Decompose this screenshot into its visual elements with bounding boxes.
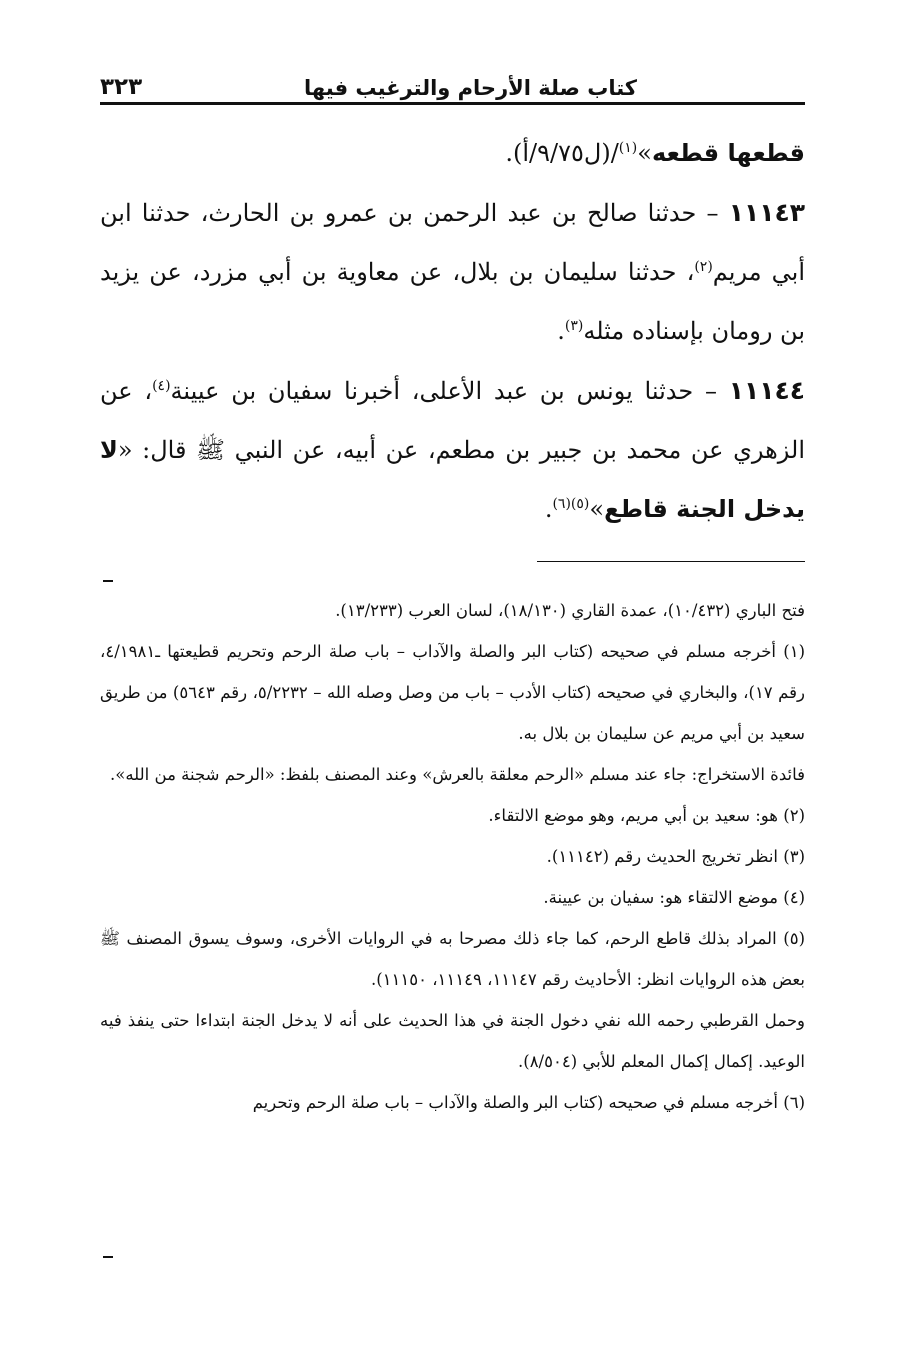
hadith-11143 <box>100 183 805 361</box>
continuation-mark <box>103 1256 113 1258</box>
footnote-continuation: فتح الباري (١٠/٤٣٢)، عمدة القاري (١٨/١٣٠)، لسان العرب (١٣/٢٣٣). <box>335 601 805 620</box>
footnote-2: (٢) هو: سعيد بن أبي مريم، وهو موضع الالتقاء. <box>488 806 805 825</box>
footnote-3: (٣) انظر تخريج الحديث رقم (١١١٤٢). <box>546 847 805 866</box>
main-text <box>100 124 805 539</box>
page-header <box>100 62 805 105</box>
page-number: ٣٢٣ <box>100 74 143 100</box>
footnote-5: (٥) المراد بذلك قاطع الرحم، كما جاء ذلك مصرحا به في الروايات الأخرى، وسوف يسوق المصنف ﷺ بعض هذه الروايات انظر: الأحاديث رقم ١١١٤٧، ١١١٤٩، ١١١٥٠). <box>100 929 805 989</box>
footnote-ref-3: (٣) <box>564 318 584 334</box>
footnote-1-benefit: فائدة الاستخراج: جاء عند مسلم «الرحم معلقة بالعرش» وعند المصنف بلفظ: «الرحم شجنة من الله». <box>110 765 805 784</box>
hadith-number: ١١١٤٣ <box>728 198 805 227</box>
footnote-separator <box>537 561 805 562</box>
footnote-ref-5-6: (٥)(٦) <box>552 496 590 512</box>
footnote-ref-2: (٢) <box>694 259 713 275</box>
hadith-text: – حدثنا صالح بن عبد الرحمن بن عمرو بن الحارث، حدثنا ابن أبي مريم <box>100 199 805 286</box>
hadith-text: . <box>557 317 565 345</box>
footnote-5-note: وحمل القرطبي رحمه الله نفي دخول الجنة في هذا الحديث على أنه لا يدخل الجنة ابتداءا حتى ينفذ فيه الوعيد. إكمال إكمال المعلم للأبي (٨/٥٠٤). <box>100 1011 805 1071</box>
hadith-text: ، حدثنا سليمان بن بلال، عن معاوية بن أبي مزرد، عن يزيد بن رومان بإسناده مثله <box>100 258 805 345</box>
hadith-11144 <box>100 361 805 539</box>
hadith-text: ، عن الزهري عن محمد بن جبير بن مطعم، عن أبيه، عن النبي ﷺ قال: « <box>100 377 805 464</box>
footnotes <box>100 590 805 1123</box>
hadith-matn: لا يدخل الجنة قاطع <box>100 436 805 523</box>
running-title: كتاب صلة الأرحام والترغيب فيها <box>304 76 637 100</box>
footnote-4: (٤) موضع الالتقاء هو: سفيان بن عيينة. <box>543 888 805 907</box>
continuation-mark <box>103 580 113 582</box>
manuscript-ref: /(ل٩/٧٥/أ). <box>505 139 619 167</box>
hadith-number: ١١١٤٤ <box>728 376 805 405</box>
footnote-6: (٦) أخرجه مسلم في صحيحه (كتاب البر والصلة والآداب – باب صلة الرحم وتحريم <box>252 1093 805 1112</box>
continuation-line <box>100 124 805 183</box>
continuation-close-quote: » <box>637 139 652 167</box>
hadith-close-quote: » <box>589 495 605 523</box>
footnote-ref-4: (٤) <box>152 378 171 394</box>
hadith-text: . <box>544 495 553 523</box>
continuation-bold: قطعها قطعه <box>651 139 805 167</box>
footnote-ref-1: (١) <box>618 140 638 156</box>
hadith-text: – حدثنا يونس بن عبد الأعلى، أخبرنا سفيان بن عيينة <box>170 377 729 405</box>
footnote-1: (١) أخرجه مسلم في صحيحه (كتاب البر والصلة والآداب – باب صلة الرحم وتحريم قطيعتها ـ٤/١٩٨١، رقم ١٧)، والبخاري في صحيحه (كتاب الأدب – باب من وصل وصله الله – ٥/٢٢٣٢، رقم ٥٦٤٣) من طريق سعيد بن أبي مريم عن سليمان بن بلال به. <box>100 642 805 743</box>
